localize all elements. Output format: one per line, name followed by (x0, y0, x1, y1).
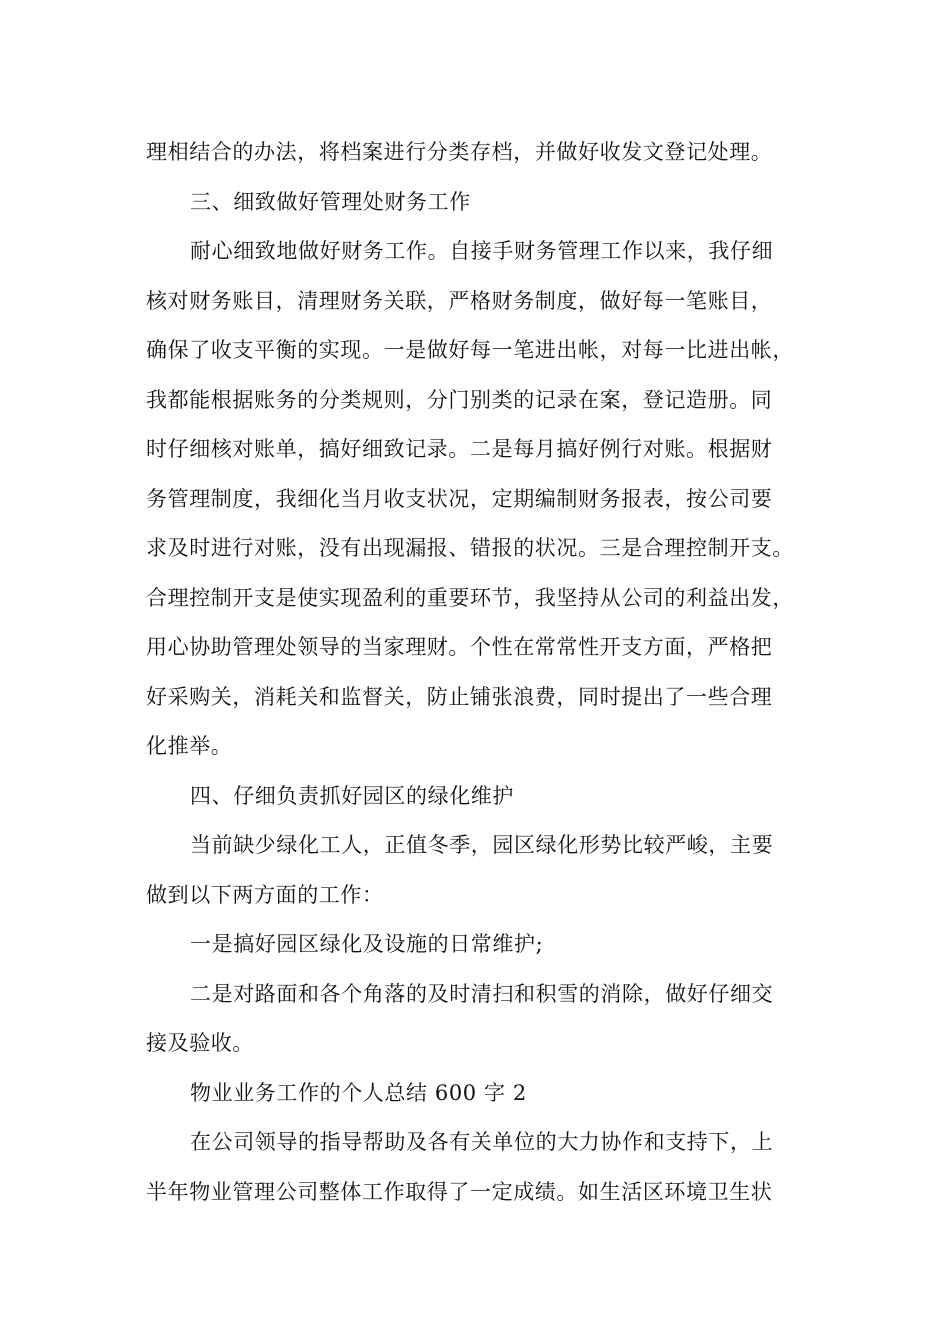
paragraph-line: 核对财务账目，清理财务关联，严格财务制度，做好每一笔账目， (146, 288, 773, 313)
paragraph-line: 一是搞好园区绿化及设施的日常维护; (190, 932, 544, 956)
paragraph-line: 时仔细核对账单，搞好细致记录。二是每月搞好例行对账。根据财 (146, 437, 773, 461)
paragraph-line: 求及时进行对账，没有出现漏报、错报的状况。三是合理控制开支。 (146, 536, 794, 560)
paragraph-line: 务管理制度，我细化当月收支状况，定期编制财务报表，按公司要 (146, 486, 773, 511)
paragraph-line: 化推举。 (146, 734, 233, 758)
document-body (146, 128, 816, 1217)
paragraph-line: 当前缺少绿化工人，正值冬季，园区绿化形势比较严峻，主要 (190, 833, 774, 857)
paragraph-line: 在公司领导的指导帮助及各有关单位的大力协作和支持下，上 (190, 1130, 774, 1154)
paragraph-line: 做到以下两方面的工作： (146, 882, 384, 907)
paragraph-line: 半年物业管理公司整体工作取得了一定成绩。如生活区环境卫生状 (146, 1179, 773, 1204)
paragraph-line: 耐心细致地做好财务工作。自接手财务管理工作以来，我仔细 (190, 239, 774, 263)
paragraph-line: 接及验收。 (146, 1031, 254, 1055)
paragraph-line: 用心协助管理处领导的当家理财。个性在常常性开支方面，严格把 (146, 635, 773, 659)
document-subtitle: 物业业务工作的个人总结 600 字 2 (190, 1080, 527, 1105)
paragraph-line: 合理控制开支是使实现盈利的重要环节，我坚持从公司的利益出发， (146, 585, 794, 610)
section-heading: 四、仔细负责抓好园区的绿化维护 (190, 783, 514, 808)
section-heading: 三、细致做好管理处财务工作 (190, 189, 471, 214)
paragraph-line: 二是对路面和各个角落的及时清扫和积雪的消除，做好仔细交 (190, 981, 774, 1006)
paragraph-line: 确保了收支平衡的实现。一是做好每一笔进出帐，对每一比进出帐， (146, 338, 794, 362)
paragraph-line: 理相结合的办法，将档案进行分类存档，并做好收发文登记处理。 (146, 140, 773, 164)
paragraph-line: 我都能根据账务的分类规则，分门别类的记录在案，登记造册。同 (146, 387, 773, 412)
paragraph-line: 好采购关，消耗关和监督关，防止铺张浪费，同时提出了一些合理 (146, 684, 773, 709)
